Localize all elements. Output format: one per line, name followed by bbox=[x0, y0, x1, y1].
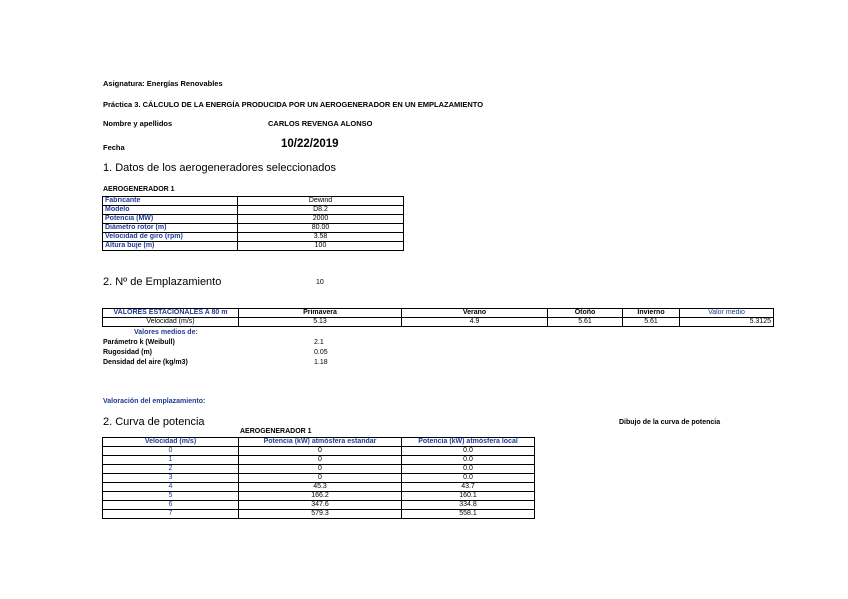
table-row bbox=[103, 206, 404, 215]
column-header: Otoño bbox=[548, 309, 623, 318]
power-curve-table bbox=[102, 437, 535, 519]
emplazamiento-value: 10 bbox=[316, 279, 324, 286]
param-value: 2.1 bbox=[314, 339, 324, 346]
table-row bbox=[103, 447, 535, 456]
curve-title: 2. Curva de potencia bbox=[103, 416, 205, 428]
table-row bbox=[103, 233, 404, 242]
section2-title: 2. Nº de Emplazamiento bbox=[103, 276, 222, 288]
cell: 0 bbox=[239, 474, 402, 483]
cell: 6 bbox=[103, 501, 239, 510]
cell: 0.0 bbox=[402, 474, 535, 483]
param-value: 1.18 bbox=[314, 359, 328, 366]
column-header: Invierno bbox=[623, 309, 680, 318]
table-row bbox=[103, 465, 535, 474]
column-header: Verano bbox=[402, 309, 548, 318]
table-row bbox=[103, 456, 535, 465]
cell: 2 bbox=[103, 465, 239, 474]
column-header: Potencia (kW) atmósfera estandar bbox=[239, 438, 402, 447]
row-label: Potencia (MW) bbox=[103, 215, 238, 224]
seasonal-header-label: VALORES ESTACIONALES A 80 m bbox=[103, 309, 239, 318]
cell: 579.3 bbox=[239, 510, 402, 519]
cell: 0.0 bbox=[402, 465, 535, 474]
nombre-label: Nombre y apellidos bbox=[103, 119, 173, 128]
cell: 0.0 bbox=[402, 447, 535, 456]
cell: 5.3125 bbox=[680, 318, 774, 327]
row-value: D8.2 bbox=[238, 206, 404, 215]
param-label: Parámetro k (Weibull) bbox=[103, 339, 175, 346]
column-header: Velocidad (m/s) bbox=[103, 438, 239, 447]
section1-title: 1. Datos de los aerogeneradores seleccionados bbox=[103, 162, 336, 174]
row-label: Modelo bbox=[103, 206, 238, 215]
param-label: Densidad del aire (kg/m3) bbox=[103, 359, 188, 366]
valores-medios-label: Valores medios de: bbox=[134, 329, 198, 336]
row-value: 100 bbox=[238, 242, 404, 251]
curve-drawing-label: Dibujo de la curva de potencia bbox=[619, 419, 721, 426]
row-label: Velocidad de giro (rpm) bbox=[103, 233, 238, 242]
column-header: Valor medio bbox=[680, 309, 774, 318]
cell: 4.9 bbox=[402, 318, 548, 327]
cell: 334.8 bbox=[402, 501, 535, 510]
cell: 558.1 bbox=[402, 510, 535, 519]
fecha-label: Fecha bbox=[103, 143, 125, 152]
table-row bbox=[103, 492, 535, 501]
section1-subtitle: AEROGENERADOR 1 bbox=[103, 186, 175, 193]
cell: 3 bbox=[103, 474, 239, 483]
param-value: 0.05 bbox=[314, 349, 328, 356]
cell: 5.13 bbox=[239, 318, 402, 327]
asignatura-label: Asignatura: Energías Renovables bbox=[103, 79, 223, 88]
cell: 160.1 bbox=[402, 492, 535, 501]
row-label: Diámetro rotor (m) bbox=[103, 224, 238, 233]
fecha-value: 10/22/2019 bbox=[281, 138, 339, 150]
cell: 5.61 bbox=[623, 318, 680, 327]
cell: 0.0 bbox=[402, 456, 535, 465]
row-value: Dewind bbox=[238, 197, 404, 206]
table-row bbox=[103, 318, 774, 327]
curve-subtitle: AEROGENERADOR 1 bbox=[240, 428, 312, 435]
table-row bbox=[103, 510, 535, 519]
cell: 1 bbox=[103, 456, 239, 465]
column-header: Potencia (kW) atmósfera local bbox=[402, 438, 535, 447]
cell: 45.3 bbox=[239, 483, 402, 492]
cell: 43.7 bbox=[402, 483, 535, 492]
valoracion-label: Valoración del emplazamiento: bbox=[103, 398, 206, 405]
table-row bbox=[103, 438, 535, 447]
cell: 7 bbox=[103, 510, 239, 519]
row-label: Altura buje (m) bbox=[103, 242, 238, 251]
table-row bbox=[103, 224, 404, 233]
cell: 0 bbox=[239, 465, 402, 474]
aerogenerador-table bbox=[102, 196, 404, 251]
cell: 5.61 bbox=[548, 318, 623, 327]
row-label: Velocidad (m/s) bbox=[103, 318, 239, 327]
cell: 0 bbox=[103, 447, 239, 456]
table-row bbox=[103, 215, 404, 224]
cell: 0 bbox=[239, 456, 402, 465]
practica-title: Práctica 3. CÁLCULO DE LA ENERGÍA PRODUCIDA POR UN AEROGENERADOR EN UN EMPLAZAMIENTO bbox=[103, 100, 484, 109]
seasonal-table bbox=[102, 308, 774, 327]
table-row bbox=[103, 309, 774, 318]
column-header: Primavera bbox=[239, 309, 402, 318]
cell: 4 bbox=[103, 483, 239, 492]
table-row bbox=[103, 501, 535, 510]
table-row bbox=[103, 474, 535, 483]
param-label: Rugosidad (m) bbox=[103, 349, 152, 356]
cell: 0 bbox=[239, 447, 402, 456]
cell: 347.6 bbox=[239, 501, 402, 510]
row-value: 2000 bbox=[238, 215, 404, 224]
nombre-value: CARLOS REVENGA ALONSO bbox=[268, 119, 373, 128]
row-label: Fabricante bbox=[103, 197, 238, 206]
table-row bbox=[103, 483, 535, 492]
cell: 5 bbox=[103, 492, 239, 501]
table-row bbox=[103, 197, 404, 206]
row-value: 3.58 bbox=[238, 233, 404, 242]
row-value: 80.00 bbox=[238, 224, 404, 233]
cell: 166.2 bbox=[239, 492, 402, 501]
table-row bbox=[103, 242, 404, 251]
